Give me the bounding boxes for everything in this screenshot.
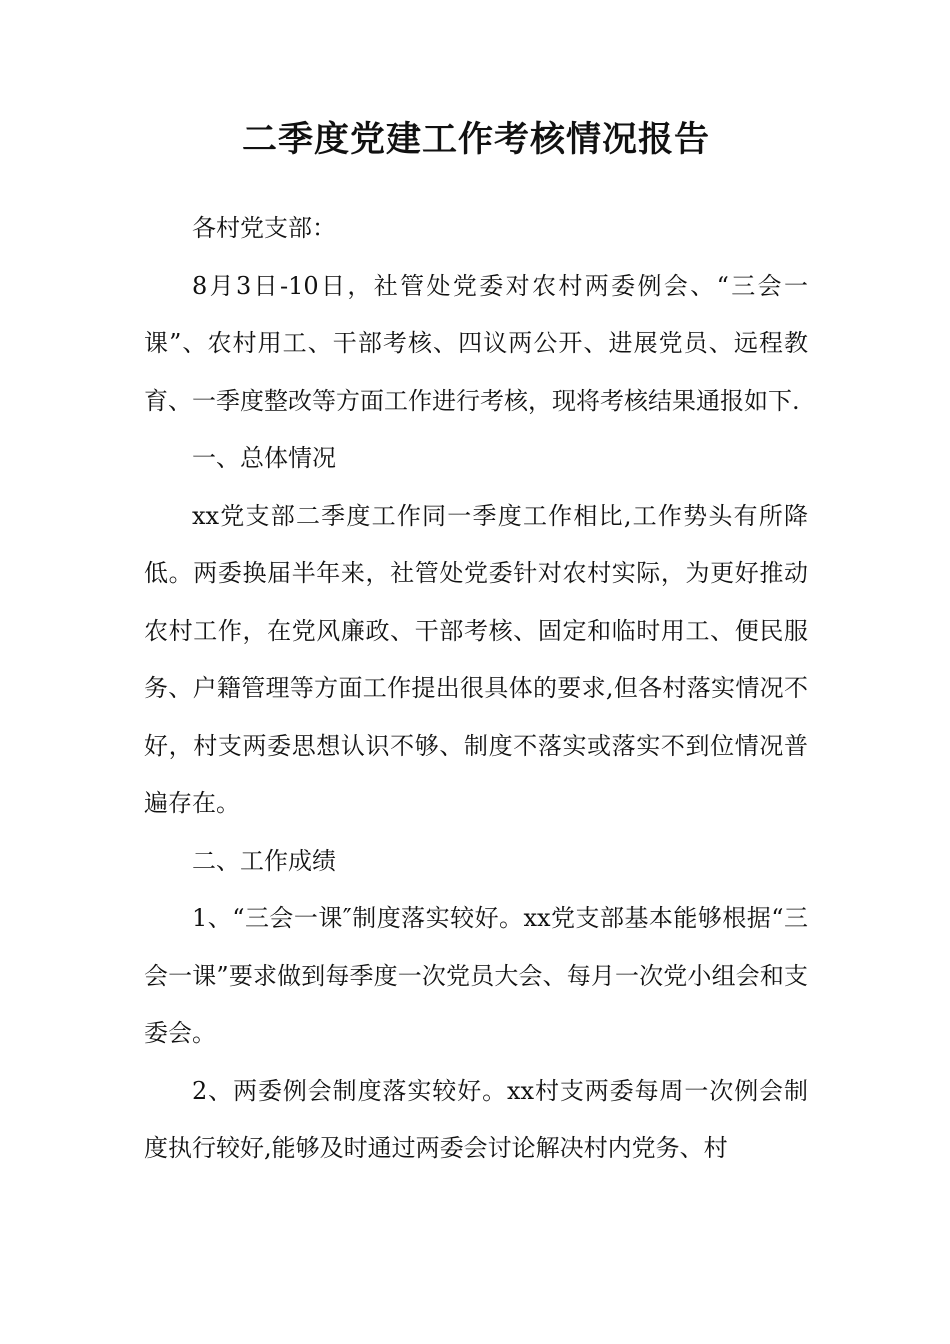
achievement-paragraph-2: 2、两委例会制度落实较好。xx村支两委每周一次例会制度执行较好,能够及时通过两委会讨论解决村内党务、村 [144,1076,808,1162]
section-heading-overall: 一、总体情况 [192,444,336,472]
document-body [144,200,808,1178]
salutation-paragraph: 各村党支部： [192,214,336,242]
achievement-paragraph-1: 1、“三会一课″制度落实较好。xx党支部基本能够根据“三会一课”要求做到每季度一次党员大会、每月一次党小组会和支委会。 [144,904,808,1047]
document-title: 二季度党建工作考核情况报告 [241,120,710,160]
document-page [144,118,808,1178]
overall-paragraph: xx党支部二季度工作同一季度工作相比,工作势头有所降低。两委换届半年来，社管处党委针对农村实际，为更好推动农村工作，在党风廉政、干部考核、固定和临时用工、便民服务、户籍管理等方面工作提出很具体的要求,但各村落实情况不好，村支两委思想认识不够、制度不落实或落实不到位情况普遍存在。 [144,501,808,817]
section-heading-achievements: 二、工作成绩 [192,846,336,875]
intro-paragraph: 8月3日-10日，社管处党委对农村两委例会、“三会一课”、农村用工、干部考核、四议两公开、进展党员、远程教育、一季度整改等方面工作进行考核，现将考核结果通报如下. [144,271,808,415]
